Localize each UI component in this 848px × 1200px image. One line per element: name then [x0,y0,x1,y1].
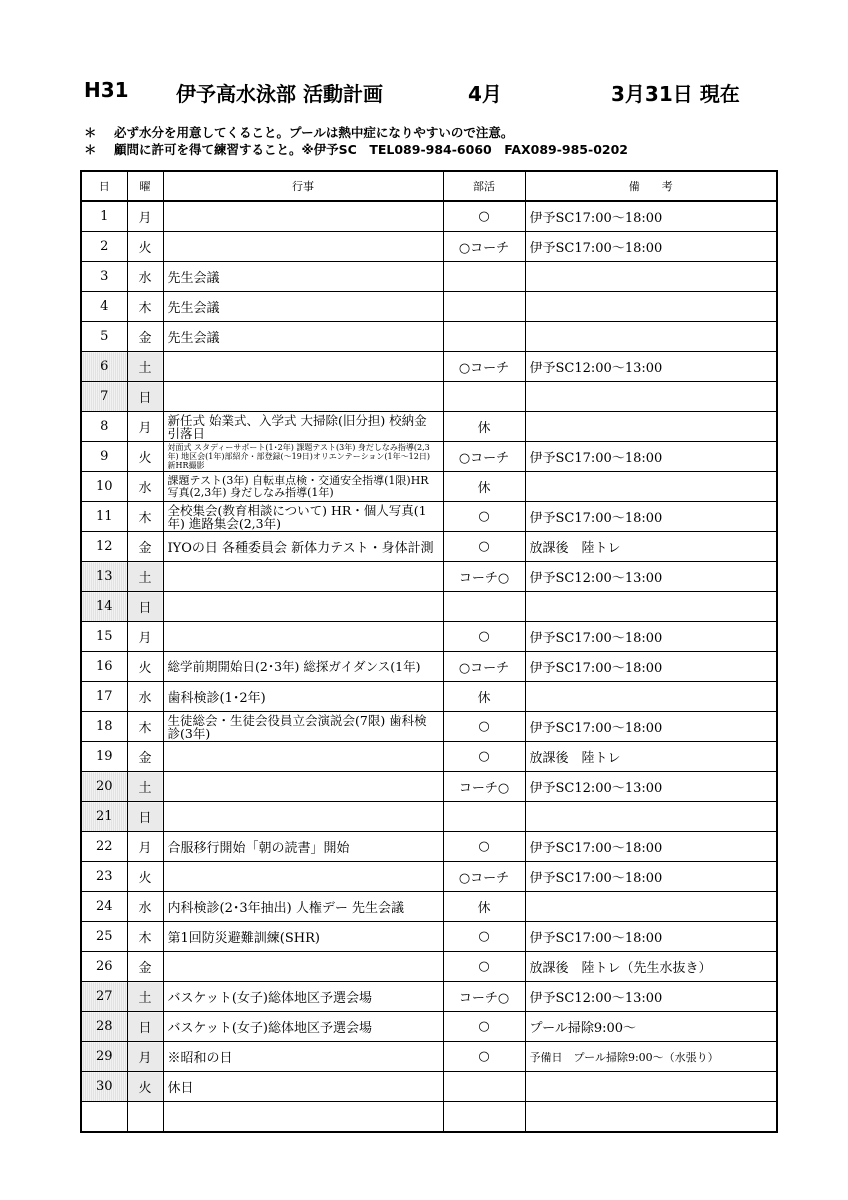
weekday-cell: 月 [127,1042,163,1072]
event-cell [163,1102,443,1133]
header-day: 日 [81,171,127,201]
table-row [81,742,777,772]
event-cell: 休日 [163,1072,443,1102]
remark-cell [525,1102,777,1133]
remark-cell [525,322,777,352]
remark-cell [525,802,777,832]
day-cell: 5 [81,322,127,352]
remark-cell [525,472,777,502]
remark-cell: 伊予SC12:00～13:00 [525,772,777,802]
event-cell: IYOの日 各種委員会 新体力テスト・身体計測 [163,532,443,562]
remark-cell: 伊予SC17:00～18:00 [525,232,777,262]
table-row [81,201,777,232]
club-activity-cell: ○ [443,952,525,982]
day-cell: 9 [81,442,127,472]
month-label: 4月 [468,82,502,106]
remark-cell: 伊予SC17:00～18:00 [525,712,777,742]
event-cell: 課題テスト(3年) 自転車点検・交通安全指導(1限)HR写真(2,3年) 身だしなみ指導(1年) [163,472,443,502]
day-cell: 21 [81,802,127,832]
day-cell: 22 [81,832,127,862]
table-row [81,862,777,892]
club-activity-cell: ○ [443,712,525,742]
table-row [81,1012,777,1042]
note-text: 必ず水分を用意してくること。プールは熱中症になりやすいので注意。 [114,125,514,140]
table-row [81,232,777,262]
remark-cell: 伊予SC12:00～13:00 [525,352,777,382]
day-cell: 29 [81,1042,127,1072]
club-activity-cell: コーチ○ [443,772,525,802]
table-row [81,472,777,502]
table-row [81,412,777,442]
event-cell [163,622,443,652]
activity-plan-table [80,170,778,1133]
club-activity-cell: ○ [443,1012,525,1042]
club-activity-cell: 休 [443,682,525,712]
club-activity-cell: ○ [443,502,525,532]
club-activity-cell: ○ [443,832,525,862]
weekday-cell: 金 [127,322,163,352]
day-cell [81,1102,127,1133]
weekday-cell: 月 [127,201,163,232]
remark-cell: 伊予SC17:00～18:00 [525,442,777,472]
weekday-cell: 火 [127,1072,163,1102]
remark-cell [525,292,777,322]
table-row [81,952,777,982]
event-cell: 第1回防災避難訓練(SHR) [163,922,443,952]
event-cell: 対面式 スタディーサポート(1･2年) 課題テスト(3年) 身だしなみ指導(2,3年) 地区会(1年)部紹介・部登録(～19日)オリエンテーション(1年～12日) 新HR撮影 [163,442,443,472]
remark-cell [525,682,777,712]
event-cell: 総学前期開始日(2･3年) 総探ガイダンス(1年) [163,652,443,682]
day-cell: 25 [81,922,127,952]
club-activity-cell: ○コーチ [443,862,525,892]
weekday-cell: 日 [127,592,163,622]
weekday-cell: 火 [127,232,163,262]
club-activity-cell: 休 [443,892,525,922]
page-header [0,78,848,108]
day-cell: 12 [81,532,127,562]
weekday-cell: 日 [127,802,163,832]
event-cell [163,952,443,982]
club-activity-cell [443,292,525,322]
weekday-cell: 土 [127,352,163,382]
day-cell: 11 [81,502,127,532]
table-row [81,982,777,1012]
table-row [81,502,777,532]
club-activity-cell: 休 [443,472,525,502]
event-cell [163,232,443,262]
day-cell: 30 [81,1072,127,1102]
as-of-date: 3月31日 現在 [611,82,740,106]
weekday-cell: 火 [127,442,163,472]
club-activity-cell: ○ [443,622,525,652]
weekday-cell: 土 [127,772,163,802]
event-cell [163,742,443,772]
remark-cell: 伊予SC17:00～18:00 [525,652,777,682]
club-activity-cell [443,322,525,352]
weekday-cell: 火 [127,652,163,682]
header-event: 行事 [163,171,443,201]
event-cell: バスケット(女子)総体地区予選会場 [163,982,443,1012]
table-row [81,682,777,712]
club-activity-cell: ○ [443,532,525,562]
table-row [81,832,777,862]
day-cell: 13 [81,562,127,592]
table-row [81,622,777,652]
remark-cell: 伊予SC17:00～18:00 [525,201,777,232]
table-row [81,1072,777,1102]
day-cell: 16 [81,652,127,682]
remark-cell: 伊予SC17:00～18:00 [525,862,777,892]
table-row [81,562,777,592]
weekday-cell: 金 [127,742,163,772]
table-row [81,352,777,382]
day-cell: 19 [81,742,127,772]
event-cell: 全校集会(教育相談について) HR・個人写真(1年) 進路集会(2,3年) [163,502,443,532]
event-cell [163,562,443,592]
club-activity-cell: ○ [443,922,525,952]
table-header-row [81,171,777,201]
table-row [81,652,777,682]
club-activity-cell: コーチ○ [443,562,525,592]
club-activity-cell: ○コーチ [443,652,525,682]
table-row [81,1042,777,1072]
event-cell [163,862,443,892]
table-row [81,532,777,562]
day-cell: 4 [81,292,127,322]
table-row [81,382,777,412]
club-activity-cell: ○ [443,742,525,772]
weekday-cell: 月 [127,412,163,442]
note-mark: ＊ [84,142,97,157]
note-text: 顧問に許可を得て練習すること。※伊予SC TEL089-984-6060 FAX089-985-0202 [114,142,628,157]
era-label: H31 [84,78,129,102]
club-activity-cell [443,1102,525,1133]
event-cell: 内科検診(2･3年抽出) 人権デー 先生会議 [163,892,443,922]
club-activity-cell [443,382,525,412]
club-activity-cell [443,1072,525,1102]
weekday-cell: 日 [127,1012,163,1042]
table-row [81,712,777,742]
day-cell: 6 [81,352,127,382]
remark-cell: 伊予SC17:00～18:00 [525,622,777,652]
event-cell [163,201,443,232]
event-cell [163,592,443,622]
event-cell: 歯科検診(1･2年) [163,682,443,712]
event-cell: バスケット(女子)総体地区予選会場 [163,1012,443,1042]
event-cell: 先生会議 [163,322,443,352]
day-cell: 17 [81,682,127,712]
event-cell [163,772,443,802]
event-cell: 合服移行開始「朝の読書」開始 [163,832,443,862]
day-cell: 15 [81,622,127,652]
club-activity-cell: ○ [443,201,525,232]
club-activity-cell: ○コーチ [443,442,525,472]
weekday-cell: 月 [127,622,163,652]
event-cell [163,382,443,412]
club-activity-cell: ○ [443,1042,525,1072]
remark-cell: 放課後 陸トレ [525,532,777,562]
weekday-cell: 木 [127,922,163,952]
remark-cell [525,592,777,622]
table-row [81,322,777,352]
remark-cell: 放課後 陸トレ [525,742,777,772]
event-cell [163,802,443,832]
weekday-cell: 土 [127,562,163,592]
page-title: 伊予高水泳部 活動計画 [176,82,383,106]
table-row [81,772,777,802]
weekday-cell: 木 [127,502,163,532]
event-cell: ※昭和の日 [163,1042,443,1072]
table-row [81,442,777,472]
club-activity-cell: コーチ○ [443,982,525,1012]
remark-cell [525,1072,777,1102]
remark-cell: 予備日 プール掃除9:00～（水張り） [525,1042,777,1072]
table-row [81,292,777,322]
weekday-cell: 日 [127,382,163,412]
event-cell: 先生会議 [163,292,443,322]
table-row [81,802,777,832]
header-remark: 備 考 [525,171,777,201]
weekday-cell: 水 [127,682,163,712]
weekday-cell: 火 [127,862,163,892]
day-cell: 27 [81,982,127,1012]
day-cell: 26 [81,952,127,982]
club-activity-cell [443,592,525,622]
day-cell: 18 [81,712,127,742]
note-mark: ＊ [84,125,97,140]
event-cell: 先生会議 [163,262,443,292]
club-activity-cell [443,262,525,292]
remark-cell [525,382,777,412]
weekday-cell: 水 [127,472,163,502]
note-item [84,141,628,158]
weekday-cell: 金 [127,952,163,982]
header-dow: 曜 [127,171,163,201]
note-item [84,124,628,141]
header-club: 部活 [443,171,525,201]
day-cell: 14 [81,592,127,622]
weekday-cell: 水 [127,892,163,922]
remark-cell [525,892,777,922]
remark-cell: 伊予SC17:00～18:00 [525,832,777,862]
weekday-cell: 土 [127,982,163,1012]
day-cell: 8 [81,412,127,442]
club-activity-cell: ○コーチ [443,232,525,262]
day-cell: 10 [81,472,127,502]
day-cell: 20 [81,772,127,802]
day-cell: 3 [81,262,127,292]
event-cell: 新任式 始業式、入学式 大掃除(旧分担) 校納金引落日 [163,412,443,442]
remark-cell: 伊予SC12:00～13:00 [525,562,777,592]
club-activity-cell: ○コーチ [443,352,525,382]
club-activity-cell [443,802,525,832]
day-cell: 24 [81,892,127,922]
table-body [81,201,777,1132]
event-cell: 生徒総会・生徒会役員立会演説会(7限) 歯科検診(3年) [163,712,443,742]
table-row [81,262,777,292]
club-activity-cell: 休 [443,412,525,442]
remark-cell: 伊予SC12:00～13:00 [525,982,777,1012]
weekday-cell: 金 [127,532,163,562]
table-row [81,892,777,922]
notes [84,124,628,158]
weekday-cell: 木 [127,292,163,322]
event-cell [163,352,443,382]
table-row [81,922,777,952]
day-cell: 28 [81,1012,127,1042]
weekday-cell [127,1102,163,1133]
weekday-cell: 月 [127,832,163,862]
day-cell: 23 [81,862,127,892]
remark-cell: 放課後 陸トレ（先生水抜き） [525,952,777,982]
table-row [81,1102,777,1133]
day-cell: 1 [81,201,127,232]
remark-cell [525,412,777,442]
remark-cell: 伊予SC17:00～18:00 [525,502,777,532]
table-row [81,592,777,622]
day-cell: 7 [81,382,127,412]
day-cell: 2 [81,232,127,262]
weekday-cell: 水 [127,262,163,292]
remark-cell: プール掃除9:00～ [525,1012,777,1042]
remark-cell: 伊予SC17:00～18:00 [525,922,777,952]
weekday-cell: 木 [127,712,163,742]
remark-cell [525,262,777,292]
